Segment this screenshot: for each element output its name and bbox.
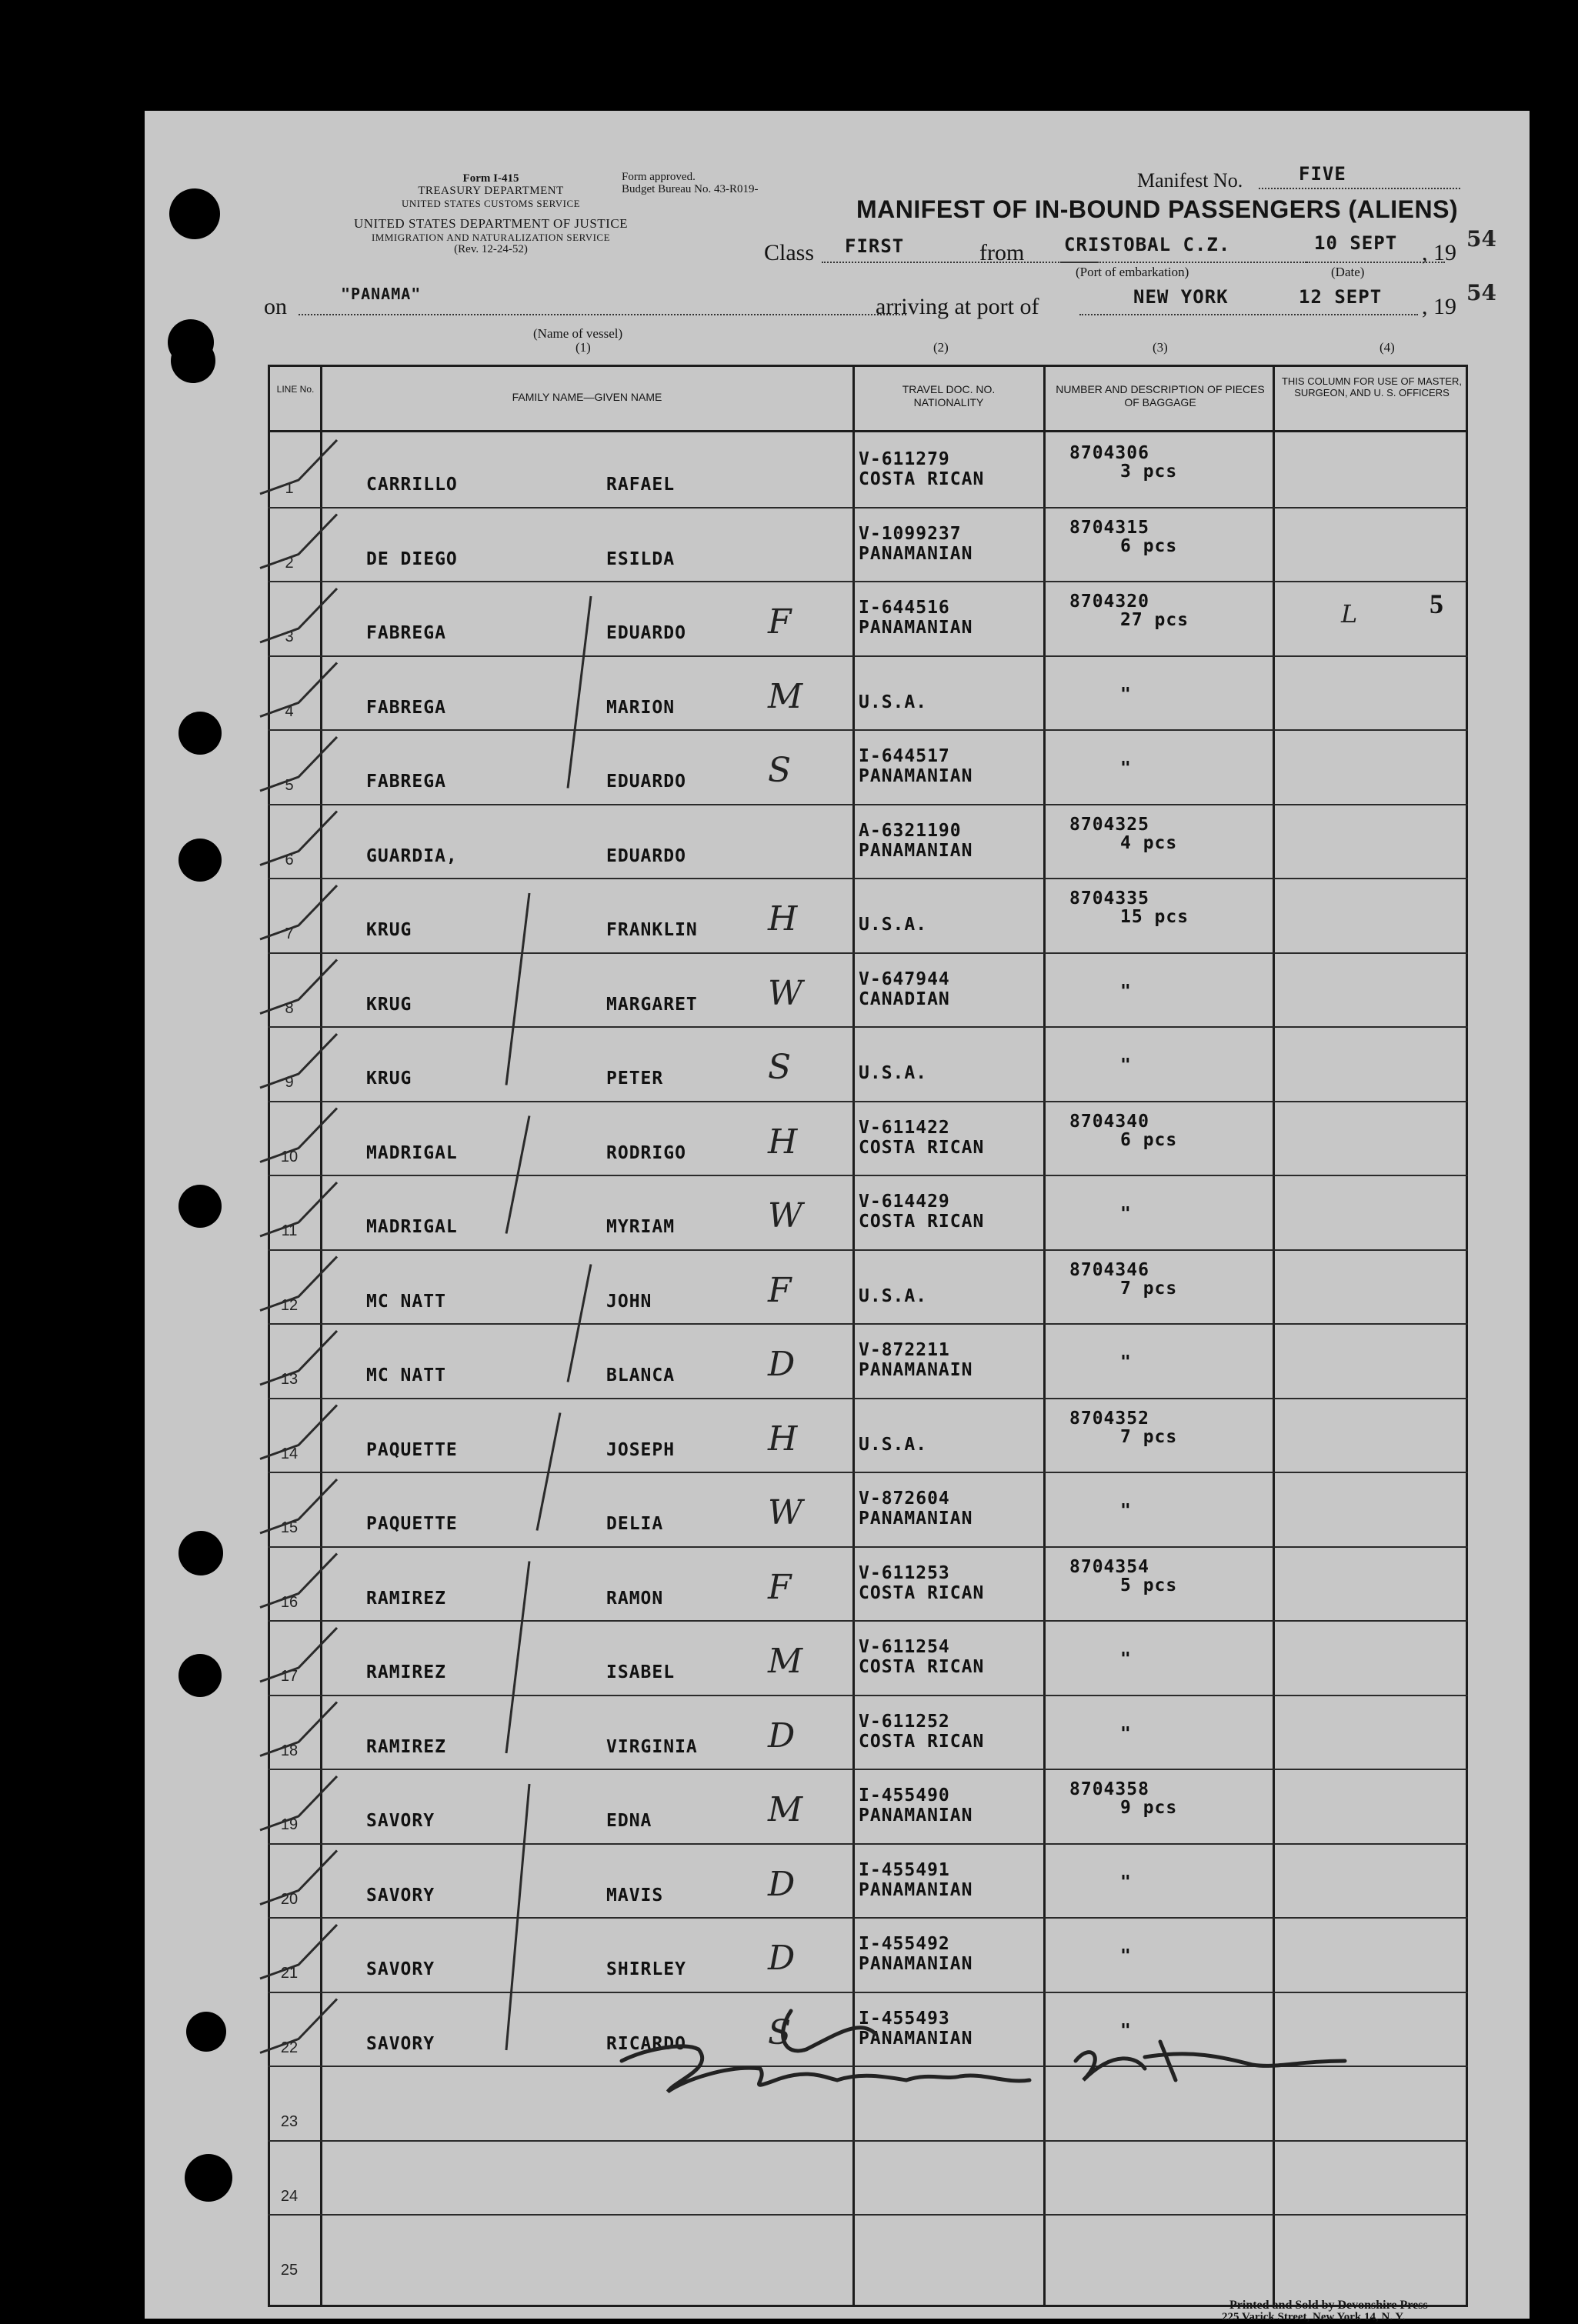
baggage-tag: 8704325	[1069, 815, 1149, 835]
nationality: U.S.A.	[859, 692, 928, 712]
travel-doc-no: I-455493	[859, 2009, 950, 2029]
family-name: KRUG	[366, 1069, 412, 1089]
arrival-port: NEW YORK	[1133, 286, 1229, 308]
sex-mark: H	[768, 1419, 798, 1459]
col-num-2: (2)	[933, 340, 949, 355]
baggage-tag: 8704346	[1069, 1260, 1149, 1280]
baggage-pieces: "	[1120, 2021, 1132, 2041]
nationality: COSTA RICAN	[859, 1657, 985, 1677]
nationality: CANADIAN	[859, 989, 950, 1009]
binder-hole	[186, 2012, 226, 2052]
travel-doc-no: V-872604	[859, 1489, 950, 1509]
nationality: COSTA RICAN	[859, 1732, 985, 1752]
baggage-tag: 8704306	[1069, 443, 1149, 463]
given-name: ISABEL	[606, 1662, 676, 1682]
baggage-tag: 8704335	[1069, 889, 1149, 909]
baggage-pieces: "	[1120, 685, 1132, 705]
travel-doc-no: V-611422	[859, 1118, 950, 1138]
given-name: RICARDO	[606, 2034, 686, 2054]
line-number: 25	[280, 2262, 299, 2279]
form-approved: Form approved.	[622, 171, 696, 183]
sex-mark: M	[768, 1642, 803, 1681]
given-name: BLANCA	[606, 1365, 676, 1385]
manifest-page	[145, 111, 1530, 2323]
vessel-caption: (Name of vessel)	[533, 326, 623, 341]
nationality: PANAMANIAN	[859, 1954, 973, 1974]
year-suffix-2: 54	[1466, 280, 1496, 305]
binder-hole	[178, 1531, 223, 1575]
nationality: PANAMANAIN	[859, 1360, 973, 1380]
given-name: MARION	[606, 698, 676, 718]
nationality: PANAMANIAN	[859, 618, 973, 638]
line-number: 10	[280, 1149, 299, 1165]
year-prefix-2: , 19	[1422, 294, 1456, 319]
binder-hole	[171, 338, 215, 383]
line-number: 19	[280, 1816, 299, 1833]
given-name: ESILDA	[606, 549, 676, 569]
manifest-no-label: Manifest No.	[1137, 169, 1243, 192]
year-suffix: 54	[1466, 226, 1496, 252]
form-number: Form I-415	[462, 172, 519, 185]
class-label: Class	[764, 240, 815, 265]
baggage-tag: 8704352	[1069, 1409, 1149, 1429]
baggage-pieces: "	[1120, 1724, 1132, 1744]
sex-mark: F	[768, 1568, 792, 1607]
col-header-name: FAMILY NAME—GIVEN NAME	[512, 391, 662, 403]
baggage-pieces: 15 pcs	[1120, 907, 1189, 927]
year-prefix: , 19	[1422, 240, 1456, 265]
signature-graphic	[145, 111, 1530, 2319]
given-name: JOSEPH	[606, 1440, 676, 1460]
baggage-tag: 8704320	[1069, 592, 1149, 612]
date-caption: (Date)	[1331, 265, 1365, 279]
sex-mark: H	[768, 1122, 798, 1162]
vessel-colnum: (1)	[575, 340, 591, 355]
baggage-pieces: 6 pcs	[1120, 536, 1178, 556]
officer-count: 5	[1430, 589, 1443, 619]
baggage-pieces: "	[1120, 1501, 1132, 1521]
given-name: EDUARDO	[606, 772, 686, 792]
class-value: FIRST	[845, 235, 905, 257]
line-number: 14	[280, 1445, 299, 1462]
nationality: PANAMANIAN	[859, 1880, 973, 1900]
baggage-pieces: 27 pcs	[1120, 610, 1189, 630]
line-number: 4	[285, 703, 294, 720]
nationality: COSTA RICAN	[859, 469, 985, 489]
nationality: PANAMANIAN	[859, 841, 973, 861]
baggage-pieces: 7 pcs	[1120, 1279, 1178, 1299]
line-number: 24	[280, 2188, 299, 2205]
sex-mark: W	[768, 974, 803, 1013]
travel-doc-no: I-644517	[859, 746, 950, 766]
line-number: 16	[280, 1594, 299, 1611]
embark-date: 10 SEPT	[1314, 232, 1398, 254]
line-number: 13	[280, 1371, 299, 1388]
given-name: MYRIAM	[606, 1217, 676, 1237]
treasury-dept: TREASURY DEPARTMENT	[418, 185, 564, 197]
given-name: RAFAEL	[606, 475, 676, 495]
travel-doc-no: A-6321190	[859, 821, 962, 841]
family-name: PAQUETTE	[366, 1440, 458, 1460]
given-name: JOHN	[606, 1292, 652, 1312]
line-number: 9	[285, 1074, 294, 1091]
binder-hole	[178, 839, 222, 882]
binder-hole	[178, 712, 222, 755]
line-number: 6	[285, 852, 294, 869]
arrival-date: 12 SEPT	[1299, 286, 1383, 308]
family-name: PAQUETTE	[366, 1514, 458, 1534]
on-label: on	[264, 294, 287, 319]
travel-doc-no: V-611252	[859, 1712, 950, 1732]
family-name: DE DIEGO	[366, 549, 458, 569]
binder-hole	[178, 1185, 222, 1228]
nationality: PANAMANIAN	[859, 544, 973, 564]
line-number: 12	[280, 1297, 299, 1314]
family-name: MC NATT	[366, 1292, 446, 1312]
line-number: 21	[280, 1965, 299, 1982]
nationality: PANAMANIAN	[859, 1509, 973, 1529]
customs-service: UNITED STATES CUSTOMS SERVICE	[401, 198, 581, 209]
family-name: RAMIREZ	[366, 1589, 446, 1609]
family-name: MC NATT	[366, 1365, 446, 1385]
baggage-pieces: "	[1120, 1204, 1132, 1224]
baggage-pieces: 4 pcs	[1120, 833, 1178, 853]
given-name: PETER	[606, 1069, 664, 1089]
family-name: RAMIREZ	[366, 1662, 446, 1682]
printer-line-1: Printed and Sold by Devonshire Press	[1229, 2299, 1428, 2312]
sex-mark: M	[768, 677, 803, 716]
line-number: 23	[280, 2113, 299, 2130]
embark-port: CRISTOBAL C.Z.	[1064, 234, 1231, 255]
baggage-pieces: "	[1120, 1946, 1132, 1966]
given-name: EDUARDO	[606, 846, 686, 866]
ins-service: IMMIGRATION AND NATURALIZATION SERVICE	[371, 232, 611, 243]
travel-doc-no: I-455491	[859, 1860, 950, 1880]
line-number: 7	[285, 925, 294, 942]
family-name: SAVORY	[366, 1886, 435, 1906]
baggage-tag: 8704340	[1069, 1112, 1149, 1132]
travel-doc-no: I-644516	[859, 598, 950, 618]
travel-doc-no: V-611253	[859, 1563, 950, 1583]
nationality: COSTA RICAN	[859, 1138, 985, 1158]
given-name: EDNA	[606, 1811, 652, 1831]
col-header-officers: THIS COLUMN FOR USE OF MASTER, SURGEON, AND U. S. OFFICERS	[1281, 375, 1462, 398]
binder-hole	[185, 2154, 232, 2202]
justice-dept: UNITED STATES DEPARTMENT OF JUSTICE	[353, 216, 629, 231]
line-number: 3	[285, 629, 294, 645]
given-name: FRANKLIN	[606, 920, 698, 940]
family-name: MADRIGAL	[366, 1217, 458, 1237]
baggage-pieces: 9 pcs	[1120, 1798, 1178, 1818]
line-number: 20	[280, 1891, 299, 1908]
col-num-3: (3)	[1153, 340, 1168, 355]
baggage-pieces: "	[1120, 1872, 1132, 1892]
baggage-pieces: "	[1120, 1055, 1132, 1075]
sex-mark: M	[768, 1790, 803, 1829]
family-name: SAVORY	[366, 1811, 435, 1831]
manifest-title: MANIFEST OF IN-BOUND PASSENGERS (ALIENS)	[856, 195, 1459, 223]
travel-doc-no: I-455492	[859, 1934, 950, 1954]
given-name: EDUARDO	[606, 623, 686, 643]
family-name: SAVORY	[366, 1959, 435, 1979]
sex-mark: D	[768, 1865, 796, 1904]
line-number: 18	[280, 1742, 299, 1759]
given-name: SHIRLEY	[606, 1959, 686, 1979]
given-name: VIRGINIA	[606, 1737, 698, 1757]
from-label: from	[979, 240, 1025, 265]
nationality: PANAMANIAN	[859, 766, 973, 786]
manifest-no-value: FIVE	[1299, 163, 1346, 185]
family-name: FABREGA	[366, 623, 446, 643]
given-name: RODRIGO	[606, 1143, 686, 1163]
nationality: COSTA RICAN	[859, 1212, 985, 1232]
line-number: 8	[285, 1000, 294, 1017]
line-number: 5	[285, 777, 294, 794]
arriving-label: arriving at port of	[876, 294, 1039, 319]
nationality: PANAMANIAN	[859, 2029, 973, 2049]
family-name: RAMIREZ	[366, 1737, 446, 1757]
travel-doc-no: V-1099237	[859, 524, 962, 544]
printer-line-2: 225 Varick Street, New York 14, N. Y.	[1222, 2311, 1406, 2323]
baggage-pieces: 6 pcs	[1120, 1130, 1178, 1150]
sex-mark: H	[768, 899, 798, 939]
budget-bureau: Budget Bureau No. 43-R019-	[622, 183, 759, 195]
line-number: 11	[281, 1222, 298, 1239]
sex-mark: S	[768, 1048, 792, 1087]
travel-doc-no: V-611254	[859, 1637, 950, 1657]
binder-hole	[178, 1654, 222, 1697]
line-number: 1	[285, 480, 294, 497]
col-header-travel: TRAVEL DOC. NO. NATIONALITY	[902, 383, 996, 408]
baggage-pieces: 7 pcs	[1120, 1427, 1178, 1447]
col-header-baggage: NUMBER AND DESCRIPTION OF PIECES OF BAGGAGE	[1056, 383, 1265, 408]
officer-check-mark: L	[1341, 599, 1358, 629]
nationality: PANAMANIAN	[859, 1806, 973, 1826]
family-name: KRUG	[366, 995, 412, 1015]
binder-hole	[169, 188, 220, 239]
given-name: MARGARET	[606, 995, 698, 1015]
family-name: SAVORY	[366, 2034, 435, 2054]
sex-mark: W	[768, 1493, 803, 1532]
line-number: 2	[285, 555, 294, 572]
form-revision: (Rev. 12-24-52)	[454, 243, 528, 255]
family-name: FABREGA	[366, 772, 446, 792]
nationality: U.S.A.	[859, 1063, 928, 1083]
sex-mark: S	[768, 2013, 792, 2052]
col-num-4: (4)	[1379, 340, 1395, 355]
baggage-pieces: "	[1120, 982, 1132, 1002]
sex-mark: F	[768, 602, 792, 642]
embark-port-caption: (Port of embarkation)	[1076, 265, 1189, 279]
family-name: GUARDIA,	[366, 846, 458, 866]
baggage-tag: 8704354	[1069, 1557, 1149, 1577]
family-name: KRUG	[366, 920, 412, 940]
family-name: CARRILLO	[366, 475, 458, 495]
baggage-tag: 8704315	[1069, 518, 1149, 538]
baggage-pieces: 3 pcs	[1120, 462, 1178, 482]
nationality: U.S.A.	[859, 915, 928, 935]
sex-mark: D	[768, 1345, 796, 1384]
sex-mark: D	[768, 1716, 796, 1756]
baggage-pieces: "	[1120, 1352, 1132, 1372]
baggage-pieces: 5 pcs	[1120, 1575, 1178, 1595]
family-name: MADRIGAL	[366, 1143, 458, 1163]
col-header-line-no: LINE No.	[276, 384, 315, 395]
vessel-name: "PANAMA"	[341, 285, 422, 303]
nationality: COSTA RICAN	[859, 1583, 985, 1603]
line-number: 22	[280, 2039, 299, 2056]
sex-mark: W	[768, 1196, 803, 1235]
travel-doc-no: V-614429	[859, 1192, 950, 1212]
baggage-pieces: "	[1120, 759, 1132, 779]
given-name: DELIA	[606, 1514, 664, 1534]
sex-mark: S	[768, 751, 792, 790]
sex-mark: D	[768, 1939, 796, 1978]
family-name: FABREGA	[366, 698, 446, 718]
baggage-tag: 8704358	[1069, 1779, 1149, 1799]
travel-doc-no: V-872211	[859, 1340, 950, 1360]
nationality: U.S.A.	[859, 1435, 928, 1455]
line-number: 15	[280, 1519, 299, 1536]
sex-mark: F	[768, 1271, 792, 1310]
given-name: RAMON	[606, 1589, 664, 1609]
given-name: MAVIS	[606, 1886, 664, 1906]
travel-doc-no: V-647944	[859, 969, 950, 989]
travel-doc-no: V-611279	[859, 449, 950, 469]
baggage-pieces: "	[1120, 1649, 1132, 1669]
travel-doc-no: I-455490	[859, 1786, 950, 1806]
line-number: 17	[280, 1668, 299, 1685]
nationality: U.S.A.	[859, 1286, 928, 1306]
